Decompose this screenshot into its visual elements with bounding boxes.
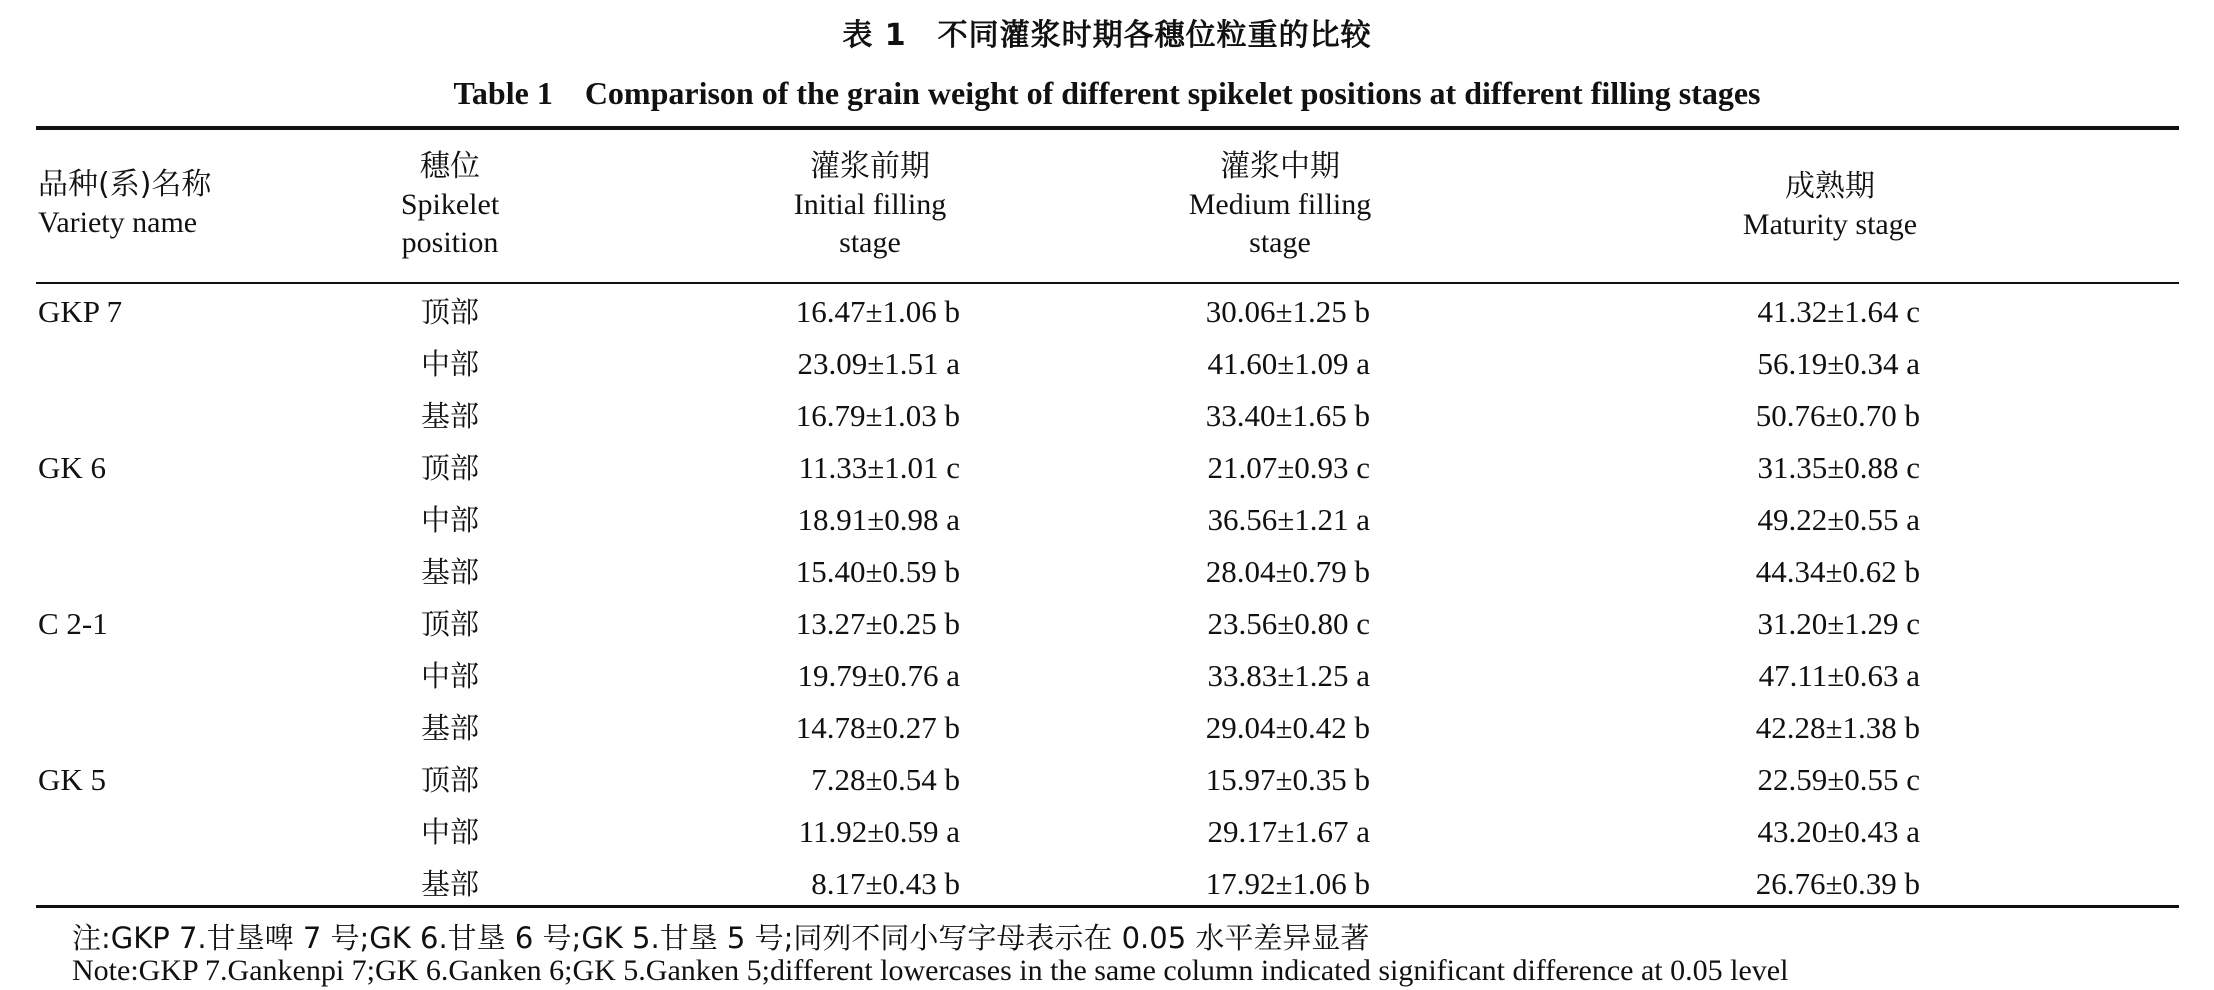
table-title-cn: 表 1 不同灌浆时期各穗位粒重的比较 [842, 18, 1372, 53]
cell-position: 中部 [420, 347, 479, 381]
header-maturity-en: Maturity stage [1742, 208, 1918, 241]
cell-medium: 17.92±1.06 b [1205, 866, 1370, 901]
cell-position: 中部 [420, 659, 479, 693]
cell-maturity: 49.22±0.55 a [1757, 502, 1920, 537]
cell-initial: 7.28±0.54 b [811, 762, 960, 797]
cell-position: 中部 [420, 503, 479, 537]
header-rule [36, 282, 2179, 284]
header-variety [38, 166, 211, 242]
header-position-cn: 穗位 [420, 149, 480, 184]
header-position-en2: position [401, 226, 499, 259]
cell-maturity: 42.28±1.38 b [1755, 710, 1920, 745]
cell-maturity: 47.11±0.63 a [1758, 658, 1920, 693]
cell-medium: 33.40±1.65 b [1205, 398, 1370, 433]
cell-variety: GK 6 [38, 450, 107, 485]
cell-variety: C 2-1 [38, 606, 108, 641]
cell-position: 顶部 [420, 451, 479, 485]
cell-initial: 19.79±0.76 a [797, 658, 960, 693]
cell-maturity: 41.32±1.64 c [1757, 294, 1920, 329]
header-position [370, 148, 530, 262]
header-variety-en: Variety name [38, 206, 198, 239]
footnote-en: Note:GKP 7.Gankenpi 7;GK 6.Ganken 6;GK 5.Ganken 5;different lowercases in the same column indicated significant difference at 0.05 level [72, 954, 1789, 987]
cell-initial: 15.40±0.59 b [795, 554, 960, 589]
cell-position: 基部 [420, 711, 479, 745]
top-rule [36, 126, 2179, 130]
cell-initial: 16.79±1.03 b [795, 398, 960, 433]
cell-medium: 29.04±0.42 b [1205, 710, 1370, 745]
cell-maturity: 56.19±0.34 a [1757, 346, 1920, 381]
cell-maturity: 22.59±0.55 c [1757, 762, 1920, 797]
cell-medium: 30.06±1.25 b [1205, 294, 1370, 329]
header-medium-en1: Medium filling [1188, 188, 1372, 221]
cell-medium: 29.17±1.67 a [1207, 814, 1370, 849]
cell-medium: 33.83±1.25 a [1207, 658, 1370, 693]
cell-maturity: 50.76±0.70 b [1755, 398, 1920, 433]
cell-initial: 16.47±1.06 b [795, 294, 960, 329]
header-initial-en1: Initial filling [793, 188, 947, 221]
bottom-rule [36, 905, 2179, 908]
cell-maturity: 26.76±0.39 b [1755, 866, 1920, 901]
cell-initial: 14.78±0.27 b [795, 710, 960, 745]
cell-position: 基部 [420, 555, 479, 589]
cell-medium: 41.60±1.09 a [1207, 346, 1370, 381]
header-variety-cn: 品种(系)名称 [38, 167, 212, 202]
cell-medium: 28.04±0.79 b [1205, 554, 1370, 589]
header-medium [1130, 148, 1430, 262]
cell-position: 顶部 [420, 295, 479, 329]
cell-medium: 36.56±1.21 a [1207, 502, 1370, 537]
header-maturity [1680, 168, 1980, 244]
header-initial [720, 148, 1020, 262]
cell-medium: 15.97±0.35 b [1205, 762, 1370, 797]
cell-position: 基部 [420, 399, 479, 433]
header-initial-en2: stage [839, 226, 901, 259]
header-maturity-cn: 成熟期 [1785, 169, 1875, 204]
cell-position: 顶部 [420, 763, 479, 797]
cell-maturity: 43.20±0.43 a [1757, 814, 1920, 849]
cell-maturity: 31.35±0.88 c [1757, 450, 1920, 485]
cell-initial: 11.33±1.01 c [798, 450, 960, 485]
cell-medium: 21.07±0.93 c [1207, 450, 1370, 485]
header-initial-cn: 灌浆前期 [810, 149, 930, 184]
cell-position: 基部 [420, 867, 479, 901]
cell-variety: GK 5 [38, 762, 107, 797]
cell-initial: 13.27±0.25 b [795, 606, 960, 641]
cell-maturity: 31.20±1.29 c [1757, 606, 1920, 641]
cell-medium: 23.56±0.80 c [1207, 606, 1370, 641]
cell-initial: 23.09±1.51 a [797, 346, 960, 381]
header-medium-cn: 灌浆中期 [1220, 149, 1340, 184]
table-title-en: Table 1 Comparison of the grain weight of different spikelet positions at different filling stages [453, 75, 1761, 111]
footnote-cn: 注:GKP 7.甘垦啤 7 号;GK 6.甘垦 6 号;GK 5.甘垦 5 号;同列不同小写字母表示在 0.05 水平差异显著 [72, 921, 1370, 955]
cell-maturity: 44.34±0.62 b [1755, 554, 1920, 589]
cell-initial: 11.92±0.59 a [798, 814, 960, 849]
cell-position: 顶部 [420, 607, 479, 641]
cell-initial: 8.17±0.43 b [811, 866, 960, 901]
header-position-en1: Spikelet [400, 188, 500, 221]
header-medium-en2: stage [1249, 226, 1311, 259]
cell-position: 中部 [420, 815, 479, 849]
cell-variety: GKP 7 [38, 294, 123, 329]
cell-initial: 18.91±0.98 a [797, 502, 960, 537]
